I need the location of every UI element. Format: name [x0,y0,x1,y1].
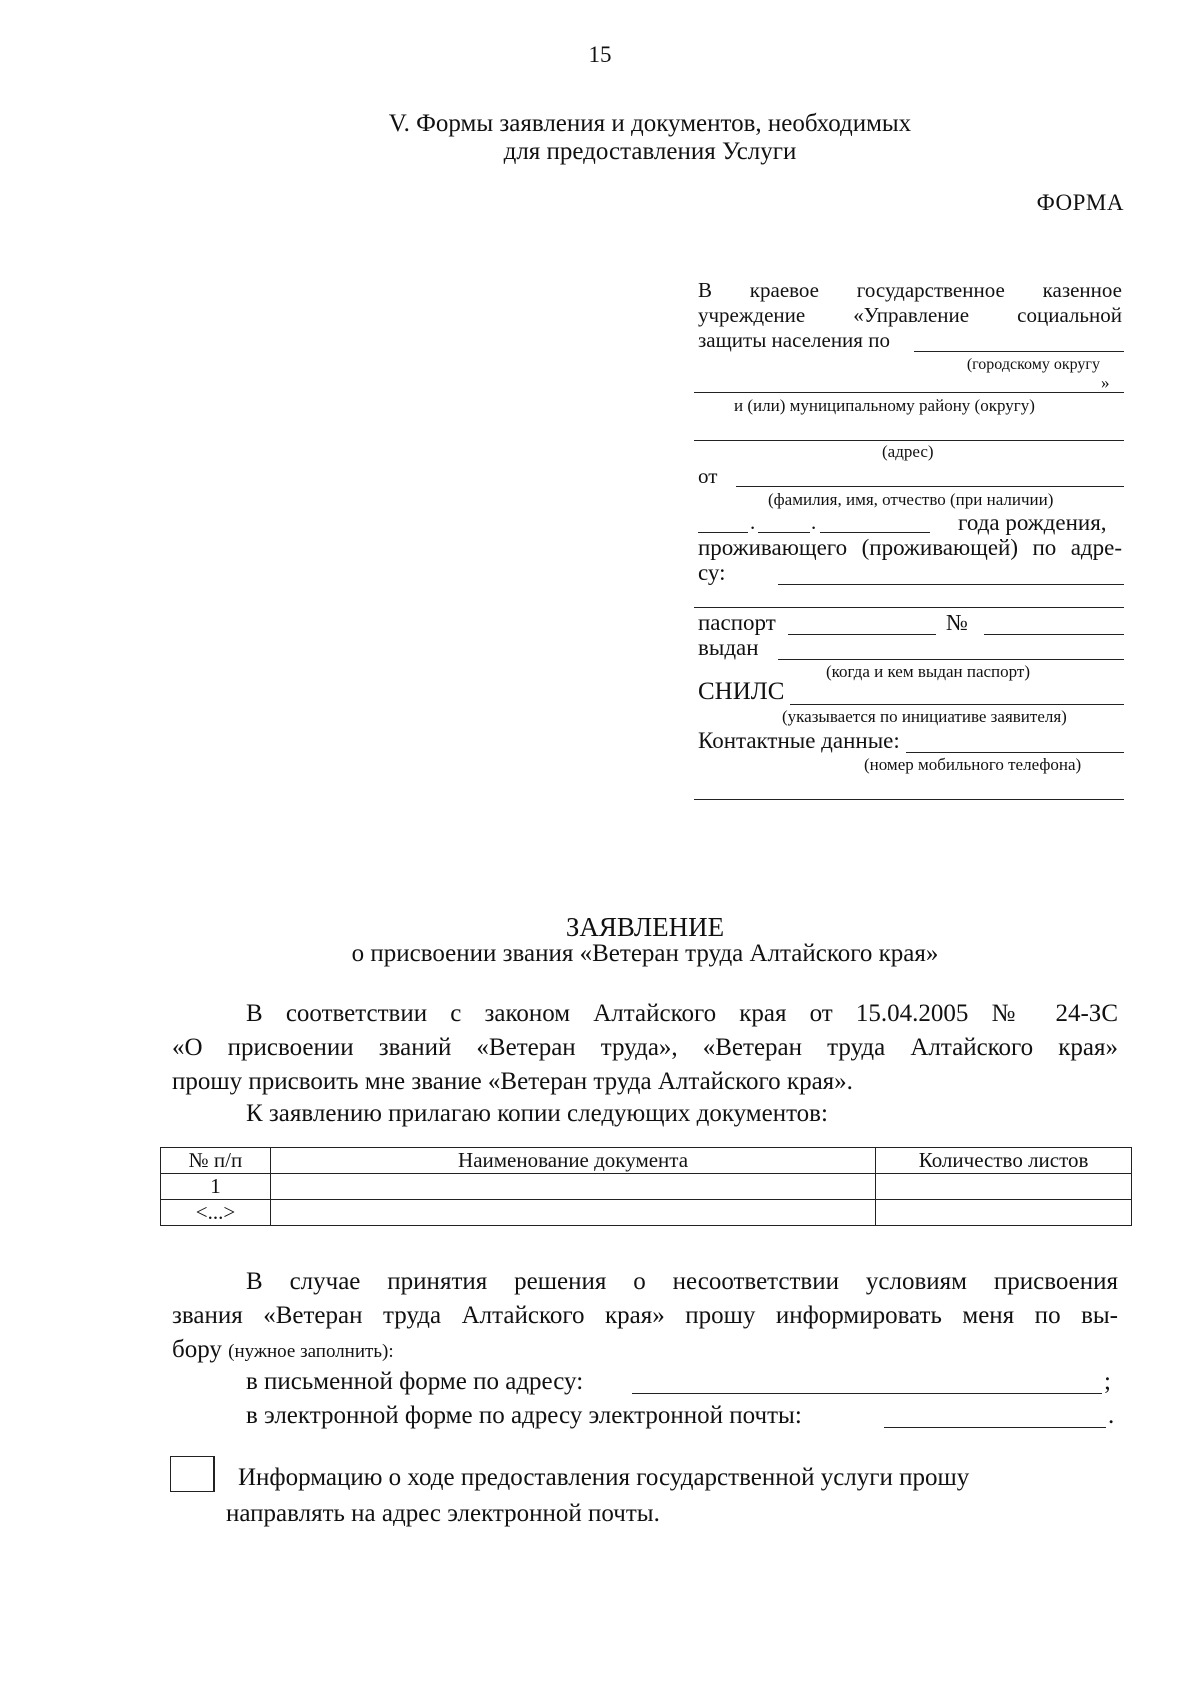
residence-field-1[interactable] [778,584,1124,585]
birth-dot-1: . [750,510,756,534]
birth-year-field[interactable] [820,532,930,533]
contacts-field[interactable] [906,752,1124,753]
table-row [161,1174,1132,1200]
address-hint: (адрес) [882,442,934,461]
snils-label: СНИЛС [698,678,785,705]
para2: К заявлению прилагаю копии следующих документов: [246,1100,828,1127]
city-field[interactable] [914,351,1124,352]
decision-line2: звания «Ветеран труда Алтайского края» прошу информировать меня по вы- [172,1302,1118,1329]
postal-end: ; [1104,1368,1111,1395]
birth-suffix: года рождения, [958,510,1107,535]
passport-number-field[interactable] [984,634,1124,635]
row-doc-name[interactable] [270,1174,875,1200]
closing-quote: » [1101,373,1110,392]
birth-day-field[interactable] [698,532,748,533]
issued-label: выдан [698,635,759,660]
table-header-row [161,1148,1132,1174]
statement-subtitle: о присвоении звания «Ветеран труда Алтайского края» [351,940,939,967]
section-title-line2: для предоставления Услуги [503,138,797,165]
header-number: № п/п [161,1148,271,1174]
statement-title: ЗАЯВЛЕНИЕ [565,912,725,942]
residing-line1: проживающего (проживающей) по адре- [698,535,1122,560]
postal-label: в письменной форме по адресу: [246,1368,584,1395]
header-pages: Количество листов [876,1148,1132,1174]
checkbox-text-line1: Информацию о ходе предоставления государственной услуги прошу [238,1464,970,1491]
district-field[interactable] [694,392,1124,393]
email-end: . [1108,1402,1115,1429]
birth-dot-2: . [811,510,817,534]
documents-table [160,1147,1132,1226]
addressee-line1: В краевое государственное казенное [698,278,1122,302]
para1-line2: «О присвоении званий «Ветеран труда», «Ветеран труда Алтайского края» [172,1034,1118,1061]
passport-series-field[interactable] [788,634,936,635]
decision-line3 [172,1336,394,1364]
birth-month-field[interactable] [758,532,810,533]
residing-line2: су: [698,560,726,585]
issued-hint: (когда и кем выдан паспорт) [826,662,1031,681]
table-row [161,1200,1132,1226]
row-number: 1 [161,1174,271,1200]
email-notify-checkbox[interactable] [170,1456,215,1492]
email-address-field[interactable] [884,1427,1106,1428]
para1-line3: прошу присвоить мне звание «Ветеран труда Алтайского края». [172,1068,853,1095]
page-number: 15 [588,42,612,67]
header-doc-name: Наименование документа [270,1148,875,1174]
decision-line3-note: (нужное заполнить): [228,1341,394,1362]
decision-line1: В случае принятия решения о несоответствии условиям присвоения [246,1268,1118,1295]
city-hint: (городскому округу [966,356,1100,373]
section-title [0,110,1200,166]
passport-label: паспорт [698,610,776,635]
district-hint: и (или) муниципальному району (округу) [734,396,1035,415]
issued-field[interactable] [778,659,1124,660]
address-field[interactable] [694,440,1124,441]
addressee-line3: защиты населения по [698,328,890,352]
snils-hint: (указывается по инициативе заявителя) [782,707,1067,726]
section-title-line1: V. Формы заявления и документов, необходимых [388,110,912,137]
row-pages[interactable] [876,1200,1132,1226]
addressee-line2: учреждение «Управление социальной [698,303,1122,327]
phone-hint: (номер мобильного телефона) [864,755,1082,774]
fio-field[interactable] [736,486,1124,487]
decision-line3-main: бору [172,1336,222,1363]
form-label: ФОРМА [1036,190,1124,215]
fio-hint: (фамилия, имя, отчество (при наличии) [768,490,1054,509]
row-number: <...> [161,1200,271,1226]
residence-field-2[interactable] [694,607,1124,608]
postal-address-field[interactable] [632,1393,1102,1394]
snils-field[interactable] [790,704,1124,705]
email-label: в электронной форме по адресу электронной почты: [246,1402,802,1429]
phone-field[interactable] [694,799,1124,800]
from-label: от [698,464,718,488]
contacts-label: Контактные данные: [698,728,900,753]
para1-line1: В соответствии с законом Алтайского края от 15.04.2005 № 24-ЗС [246,1000,1118,1027]
checkbox-text-line2: направлять на адрес электронной почты. [226,1500,660,1527]
row-doc-name[interactable] [270,1200,875,1226]
passport-number-label: № [946,610,968,635]
row-pages[interactable] [876,1174,1132,1200]
